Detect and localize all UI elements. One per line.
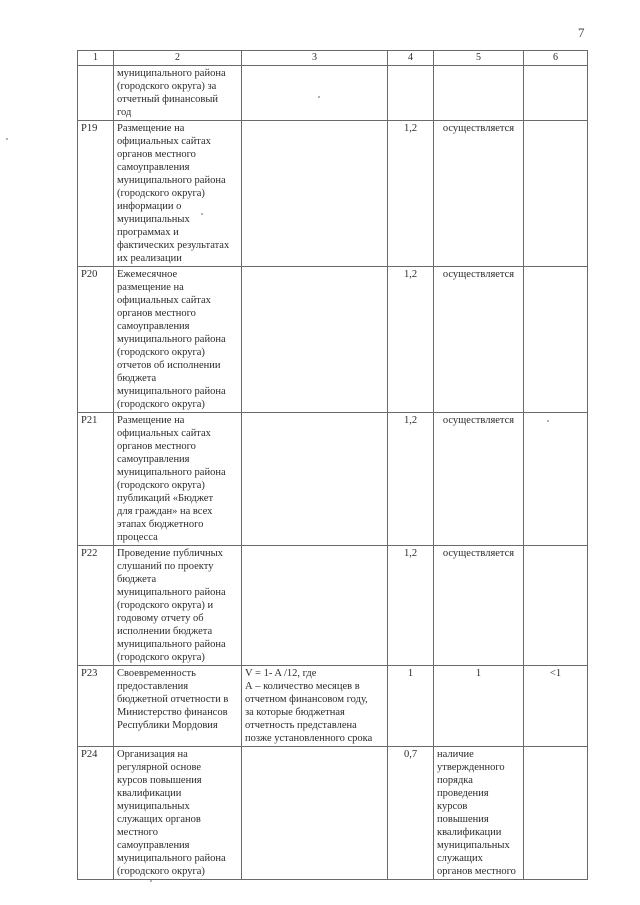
cell-code <box>78 66 114 121</box>
cell-description: Размещение на официальных сайтах органов местного самоуправления муниципального района (городского округа) публикаций «Бюджет для граждан» на всех этапах бюджетного процесса <box>114 413 242 546</box>
cell-code: Р19 <box>78 121 114 267</box>
table-row <box>78 267 588 413</box>
table-row <box>78 747 588 880</box>
column-header: 1 <box>78 51 114 66</box>
cell-result <box>524 546 588 666</box>
cell-weight: 1,2 <box>388 121 434 267</box>
cell-code: Р22 <box>78 546 114 666</box>
table-header-row <box>78 51 588 66</box>
cell-value: наличие утвержденного порядка проведения курсов повышения квалификации муниципальных служащих органов местного <box>434 747 524 880</box>
table-row <box>78 66 588 121</box>
table-row <box>78 666 588 747</box>
cell-formula <box>242 747 388 880</box>
column-header: 5 <box>434 51 524 66</box>
cell-description: муниципального района (городского округа) за отчетный финансовый год <box>114 66 242 121</box>
cell-value: осуществляется <box>434 546 524 666</box>
scan-speck <box>318 96 320 98</box>
table-row <box>78 546 588 666</box>
table-row <box>78 413 588 546</box>
column-header: 3 <box>242 51 388 66</box>
cell-code: Р23 <box>78 666 114 747</box>
column-header: 2 <box>114 51 242 66</box>
scan-speck <box>6 138 8 140</box>
table-row <box>78 121 588 267</box>
cell-weight: 0,7 <box>388 747 434 880</box>
indicators-table <box>77 50 588 880</box>
cell-description: Организация на регулярной основе курсов повышения квалификации муниципальных служащих органов местного самоуправления муниципального района (городского округа) <box>114 747 242 880</box>
cell-weight: 1,2 <box>388 413 434 546</box>
column-header: 4 <box>388 51 434 66</box>
cell-formula <box>242 546 388 666</box>
table-body <box>78 66 588 880</box>
cell-result <box>524 66 588 121</box>
cell-result <box>524 121 588 267</box>
cell-result: <1 <box>524 666 588 747</box>
cell-value: осуществляется <box>434 413 524 546</box>
cell-formula <box>242 121 388 267</box>
cell-description: Размещение на официальных сайтах органов местного самоуправления муниципального района (городского округа) информации о муниципальных программах и фактических результатах их реализации <box>114 121 242 267</box>
cell-code: Р20 <box>78 267 114 413</box>
column-header: 6 <box>524 51 588 66</box>
cell-code: Р21 <box>78 413 114 546</box>
cell-code: Р24 <box>78 747 114 880</box>
page-number: 7 <box>578 25 585 40</box>
cell-formula <box>242 66 388 121</box>
cell-value <box>434 66 524 121</box>
cell-weight: 1,2 <box>388 546 434 666</box>
cell-description: Ежемесячное размещение на официальных сайтах органов местного самоуправления муниципального района (городского округа) отчетов об исполнении бюджета муниципального района (городского округа) <box>114 267 242 413</box>
cell-result <box>524 413 588 546</box>
cell-description: Своевременность предоставления бюджетной отчетности в Министерство финансов Республики Мордовия <box>114 666 242 747</box>
scan-speck <box>150 880 152 882</box>
cell-description: Проведение публичных слушаний по проекту бюджета муниципального района (городского округа) и годовому отчету об исполнении бюджета муниципального района (городского округа) <box>114 546 242 666</box>
cell-value: осуществляется <box>434 267 524 413</box>
cell-result <box>524 747 588 880</box>
cell-weight: 1,2 <box>388 267 434 413</box>
cell-formula <box>242 413 388 546</box>
cell-value: осуществляется <box>434 121 524 267</box>
cell-weight: 1 <box>388 666 434 747</box>
cell-value: 1 <box>434 666 524 747</box>
cell-result <box>524 267 588 413</box>
cell-formula <box>242 267 388 413</box>
cell-formula: V = 1- A /12, где А – количество месяцев в отчетном финансовом году, за которые бюджетная отчетность представлена позже установленного срока <box>242 666 388 747</box>
cell-weight <box>388 66 434 121</box>
scan-speck <box>201 213 203 215</box>
scan-speck <box>547 420 549 422</box>
